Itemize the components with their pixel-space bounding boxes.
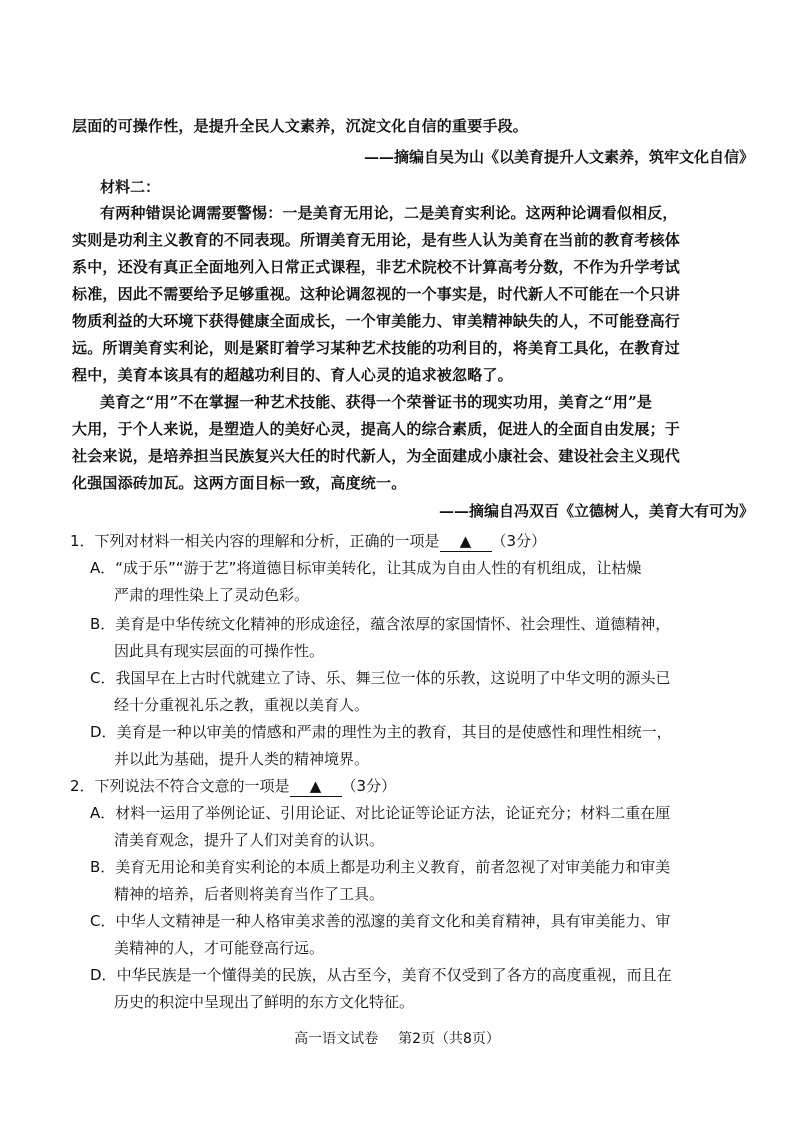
option-text: 材料一运用了举例论证、引用论证、对比论证等论证方法，论证充分；材料二重在厘 — [115, 804, 671, 822]
option-2a — [90, 803, 760, 823]
option-1a-cont: 严肃的理性染上了灵动色彩。 — [114, 586, 310, 604]
option-label: D． — [90, 723, 117, 741]
material2-line: 美育之“用”不在掌握一种艺术技能、获得一个荣誉证书的现实功用，美育之“用”是 — [100, 393, 653, 411]
option-label: C． — [90, 912, 116, 930]
option-2c — [90, 911, 760, 931]
material2-line: 社会来说，是培养担当民族复兴大任的时代新人，为全面建成小康社会、建设社会主义现代 — [72, 447, 681, 465]
option-text: 我国早在上古时代就建立了诗、乐、舞三位一体的乐教，这说明了中华文明的源头已 — [115, 669, 671, 687]
option-text: 中华人文精神是一种人格审美求善的泓邃的美育文化和美育精神，具有审美能力、审 — [115, 912, 671, 930]
question-1-score: （3分） — [491, 532, 547, 550]
option-text: 中华民族是一个懂得美的民族，从古至今，美育不仅受到了各方的高度重视，而且在 — [116, 966, 672, 984]
question-2-score: （3分） — [341, 777, 397, 795]
material2-line: 物质利益的大环境下获得健康全面成长，一个审美能力、审美精神缺失的人，不可能登高行 — [72, 312, 681, 330]
question-2-stem — [70, 776, 760, 797]
option-1c — [90, 668, 760, 688]
option-1b — [90, 614, 760, 634]
material1-tail: 层面的可操作性，是提升全民人文素养，沉淀文化自信的重要手段。 — [72, 117, 529, 135]
option-2b — [90, 857, 760, 877]
option-2d — [90, 965, 760, 985]
question-1-text: 1．下列对材料一相关内容的理解和分析，正确的一项是 — [70, 532, 440, 550]
material2-line: 化强国添砖加瓦。这两方面目标一致，高度统一。 — [72, 474, 407, 492]
footer-page-number: 第2页（共8页） — [398, 1031, 500, 1047]
material2-line: 有两种错误论调需要警惕：一是美育无用论，二是美育实利论。这两种论调看似相反， — [100, 204, 678, 222]
option-text: 美育是中华传统文化精神的形成途径，蕴含浓厚的家国情怀、社会理性、道德精神， — [115, 615, 671, 633]
option-1d-cont: 并以此为基础，提升人类的精神境界。 — [114, 750, 370, 768]
option-label: D． — [90, 966, 117, 984]
option-label: A． — [90, 559, 116, 577]
option-1c-cont: 经十分重视礼乐之教，重视以美育人。 — [114, 696, 370, 714]
question-2-text: 2．下列说法不符合文意的一项是 — [70, 777, 290, 795]
option-label: B． — [90, 615, 116, 633]
option-text: 美育是一种以审美的情感和严肃的理性为主的教育，其目的是使感性和理性相统一， — [116, 723, 672, 741]
question-1-stem — [70, 531, 760, 552]
footer-title: 高一语文试卷 — [294, 1031, 379, 1047]
option-2a-cont: 清美育观念，提升了人们对美育的认识。 — [114, 831, 385, 849]
option-label: B． — [90, 858, 116, 876]
material2-line: 远。所谓美育实利论，则是紧盯着学习某种艺术技能的功利目的，将美育工具化，在教育过 — [72, 339, 681, 357]
option-1b-cont: 因此具有现实层面的可操作性。 — [114, 642, 325, 660]
material2-line: 系中，还没有真正全面地列入日常正式课程，非艺术院校不计算高考分数，不作为升学考试 — [72, 258, 681, 276]
material2-heading: 材料二： — [100, 178, 161, 196]
option-1a — [90, 558, 760, 578]
option-label: C． — [90, 669, 116, 687]
material2-line: 实则是功利主义教育的不同表现。所谓美育无用论，是有些人认为美育在当前的教育考核体 — [72, 231, 681, 249]
answer-blank: ▲ — [440, 531, 492, 552]
option-2d-cont: 历史的积淀中呈现出了鲜明的东方文化特征。 — [114, 993, 415, 1011]
page-footer — [0, 1028, 794, 1048]
material2-line: 大用，于个人来说，是塑造人的美好心灵，提高人的综合素质，促进人的全面自由发展；于 — [72, 420, 681, 438]
option-text: “成于乐”“游于艺”将道德目标审美转化，让其成为自由人性的有机组成，让枯燥 — [115, 559, 642, 577]
material1-source: ——摘编自吴为山《以美育提升人文素养，筑牢文化自信》 — [363, 148, 754, 166]
material2-source: ——摘编自冯双百《立德树人，美育大有可为》 — [438, 502, 754, 520]
material2-line: 程中，美育本该具有的超越功利目的、育人心灵的追求被忽略了。 — [72, 366, 513, 384]
option-1d — [90, 722, 760, 742]
option-2b-cont: 精神的培养，后者则将美育当作了工具。 — [114, 885, 385, 903]
option-2c-cont: 美精神的人，才可能登高行远。 — [114, 939, 325, 957]
material2-line: 标准，因此不需要给予足够重视。这种论调忽视的一个事实是，时代新人不可能在一个只讲 — [72, 285, 681, 303]
option-text: 美育无用论和美育实利论的本质上都是功利主义教育，前者忽视了对审美能力和审美 — [115, 858, 671, 876]
option-label: A． — [90, 804, 116, 822]
answer-blank: ▲ — [290, 776, 342, 797]
